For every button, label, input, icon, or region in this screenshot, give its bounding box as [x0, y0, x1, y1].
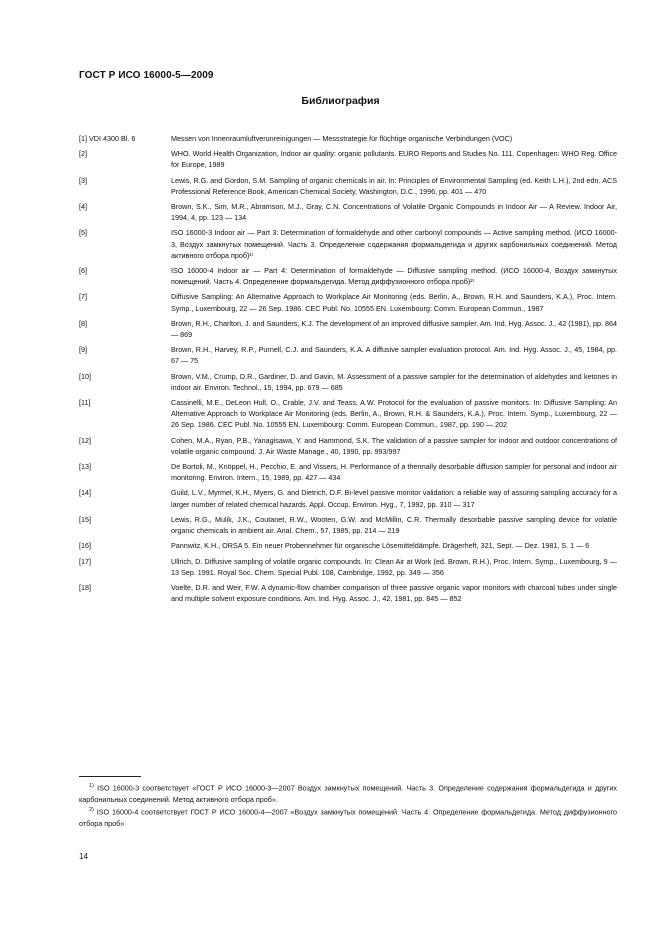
entry-number: [7]	[79, 292, 87, 302]
footnote	[79, 805, 617, 829]
entry-number: [9]	[79, 345, 87, 355]
bibliography-entry	[79, 148, 617, 170]
bibliography-entry	[79, 291, 617, 313]
bibliography-entry	[79, 344, 617, 366]
bibliography-entry	[79, 556, 617, 578]
entry-number: [18]	[79, 582, 91, 592]
bibliography-entry	[79, 461, 617, 483]
entry-text: Voelte, D.R. and Weir, F.W. A dynamic-flow chamber comparison of three passive organic vapor monitors with charcoal tubes under single and multiple solvent exposure conditions. Am. Ind. Hyg. Assoc. J., 42, 1981, pp. 845 — 852	[171, 582, 617, 604]
bibliography-entry	[79, 201, 617, 223]
footnote-text: ISO 16000-3 соответствует «ГОСТ Р ИСО 16000-3—2007 Воздух замкнутых помещений. Часть 3. Определение содержания формальдегида и других карбонильных соединений. Метод активного отбора проб».	[79, 783, 617, 804]
bibliography-entry	[79, 514, 617, 536]
bibliography-entry	[79, 227, 617, 261]
footnote	[79, 781, 617, 805]
entry-text: Brown, V.M., Crump, D.R., Gardiner, D. and Gavin, M. Assessment of a passive sampler for the determination of aldehydes and ketones in indoor air. Environ. Technol., 15, 1994, pp. 679 — 685	[171, 371, 617, 392]
entry-text: Cassinelli, M.E., DeLeon Hull, O., Crable, J.V. and Teass, A.W. Protocol for the evaluation of passive monitors. In: Diffusive Sampling: An Alternative Approach to Workplace Air Monitoring (eds. Berlin, A., Brown, R.H. & Saunders, K.A.), Proc. Intern. Symp., Luxembourg, 22 — 26 Sep. 1986. CEC Publ. No. 10555 EN. Luxembourg: Comm. European Commun., 1987, pp. 190 — 202	[171, 398, 617, 430]
entry-text: Lewis, R.G. and Gordon, S.M. Sampling of organic chemicals in air. In: Principles of Environmental Sampling (ed. Keith L.H.), 2nd edn. ACS Professional Reference Book, American Chemical Society, Washington, D.C., 1996, pp. 401 — 470	[171, 175, 617, 196]
entry-number: [14]	[79, 488, 91, 498]
entry-text: Diffusive Sampling: An Alternative Approach to Workplace Air Monitoring (eds. Berlin, A., Brown, R.H. and Saunders, K.A.), Proc. Intern. Symp., Luxembourg, 22 — 26 Sep. 1986. CEC Publ. No. 10555 EN. Luxembourg: Comm. European Commun., 1987	[171, 292, 617, 313]
entry-number: [1] VDI 4300 Bl. 6	[79, 134, 136, 143]
entry-text: Pannwitz, K.H., ORSA 5. Ein neuer Probennehmer für organische Lösemitteldämpfe. Drägerheft, 321, Sept. — Dez. 1981, S. 1 — 6	[171, 541, 590, 551]
entry-number: [6]	[79, 266, 87, 276]
entry-number: [16]	[79, 541, 91, 551]
entry-text: Brown, R.H., Harvey, R.P., Purnell, C.J. and Saunders, K.A. A diffusive sampler evaluation protocol. Am. Ind. Hyg. Assoc. J., 45, 1984, pp. 67 — 75	[171, 345, 617, 366]
entry-number: [3]	[79, 175, 87, 185]
bibliography-entry	[79, 540, 617, 551]
entry-number: [12]	[79, 435, 91, 445]
bibliography-entry	[79, 175, 617, 197]
entry-text: ISO 16000-3 Indoor air — Part 3: Determination of formaldehyde and other carbonyl compounds — Active sampling method. (ИСО 16000-3, Воздух замкнутых помещений. Часть 3. Определение содержания формальдегида и других карбонильных соединений. Метод активного отбора проб)¹⁾	[171, 228, 617, 260]
entry-number: [10]	[79, 371, 91, 381]
page-title: Библиография	[301, 95, 380, 107]
document-standard-header: ГОСТ Р ИСО 16000-5—2009	[79, 70, 214, 81]
entry-text: Messen von Innenraumluftverunreinigungen — Messstrategie für flüchtige organische Verbindungen (VOC)	[171, 134, 513, 143]
entry-text: Brown, S.K., Sim, M.R., Abramson, M.J., Gray, C.N. Concentrations of Volatile Organic Compounds in Indoor Air — A Review. Indoor Air, 1994, 4, pp. 123 — 134	[171, 202, 617, 223]
bibliography-entry	[79, 487, 617, 509]
entry-text: ISO 16000-4 Indoor air — Part 4: Determination of formaldehyde — Diffusive sampling method. (ИСО 16000-4, Воздух замкнутых помещений. Часть 4. Определение формальдегида. Метод диффузионного отбора проб)²⁾	[171, 266, 617, 287]
footnote-mark: 1)	[89, 783, 94, 789]
entry-text: Guild, L.V., Myrmel, K.H., Myers, G. and Dietrich, D.F. Bi-level passive monitor validation: a reliable way of assuring sampling accuracy for a larger number of related chemical hazards. Appl. Occup. Environ. Hyg., 7, 1992, pp. 310 — 317	[171, 488, 617, 509]
bibliography-list	[79, 133, 617, 604]
bibliography-entry	[79, 265, 617, 287]
bibliography-entry	[79, 318, 617, 340]
bibliography-entry	[79, 397, 617, 431]
entry-number: [2]	[79, 149, 87, 159]
entry-number: [17]	[79, 556, 91, 566]
page-number: 14	[79, 852, 88, 861]
entry-number: [5]	[79, 228, 87, 238]
entry-number: [4]	[79, 202, 87, 212]
entry-text: Ullrich, D. Diffusive sampling of volatile organic compounds. In: Clean Air at Work (ed. Brown, R.H.), Proc. Intern. Symp., Luxembourg, 9 — 13 Sep. 1991. Royal Soc. Chem. Special Publ. 108, Cambridge, 1992, pp. 349 — 356	[171, 556, 617, 577]
footnote-text: ISO 16000-4 соответствует ГОСТ Р ИСО 16000-4—2007 «Воздух замкнутых помещений. Часть 4. Определение формальдегида. Метод диффузионного отбора проб»	[79, 807, 618, 828]
entry-number: [13]	[79, 462, 91, 472]
entry-text: Brown, R.H., Charlton, J. and Saunders, K.J. The development of an improved diffusive sampler. Am. Ind. Hyg. Assoc. J., 42 (1981), pp. 864 — 869	[171, 318, 617, 340]
bibliography-entry	[79, 133, 617, 144]
entry-number: [8]	[79, 318, 87, 328]
bibliography-entry	[79, 371, 617, 393]
footnote-mark: 2)	[89, 807, 94, 814]
entry-text: Lewis, R.G., Mulik, J.K., Coutanet, R.W., Wooten, G.W. and McMillin, C.R. Thermally desorbable passive sampling device for volatile organic chemicals in ambient air. Anal. Chem., 57, 1985, pp. 214 — 219	[171, 514, 617, 536]
footnotes	[79, 781, 617, 829]
bibliography-entry	[79, 582, 617, 604]
entry-text: De Bortoli, M., Knöppel, H., Pecchio, E. and Vissers, H. Performance of a thermally desorbable diffusion sampler for personal and indoor air monitoring. Environ. Intern., 15, 1989, pp. 427 — 434	[171, 462, 617, 483]
footnote-separator	[79, 776, 141, 777]
bibliography-entry	[79, 435, 617, 457]
entry-number: [15]	[79, 514, 91, 524]
entry-text: Cohen, M.A., Ryan, P.B., Yanagisawa, Y. and Hammond, S.K. The validation of a passive sampler for indoor and outdoor concentrations of volatile organic compound. J. Air Waste Manage., 40, 1990, pp. 993/997	[171, 435, 617, 456]
entry-text: WHO. World Health Organization, Indoor air quality: organic pollutants. EURO Reports and Studies No. 111. Copenhagen: WHO Reg. Office for Europe, 1989	[171, 149, 617, 170]
entry-number: [11]	[79, 398, 91, 408]
